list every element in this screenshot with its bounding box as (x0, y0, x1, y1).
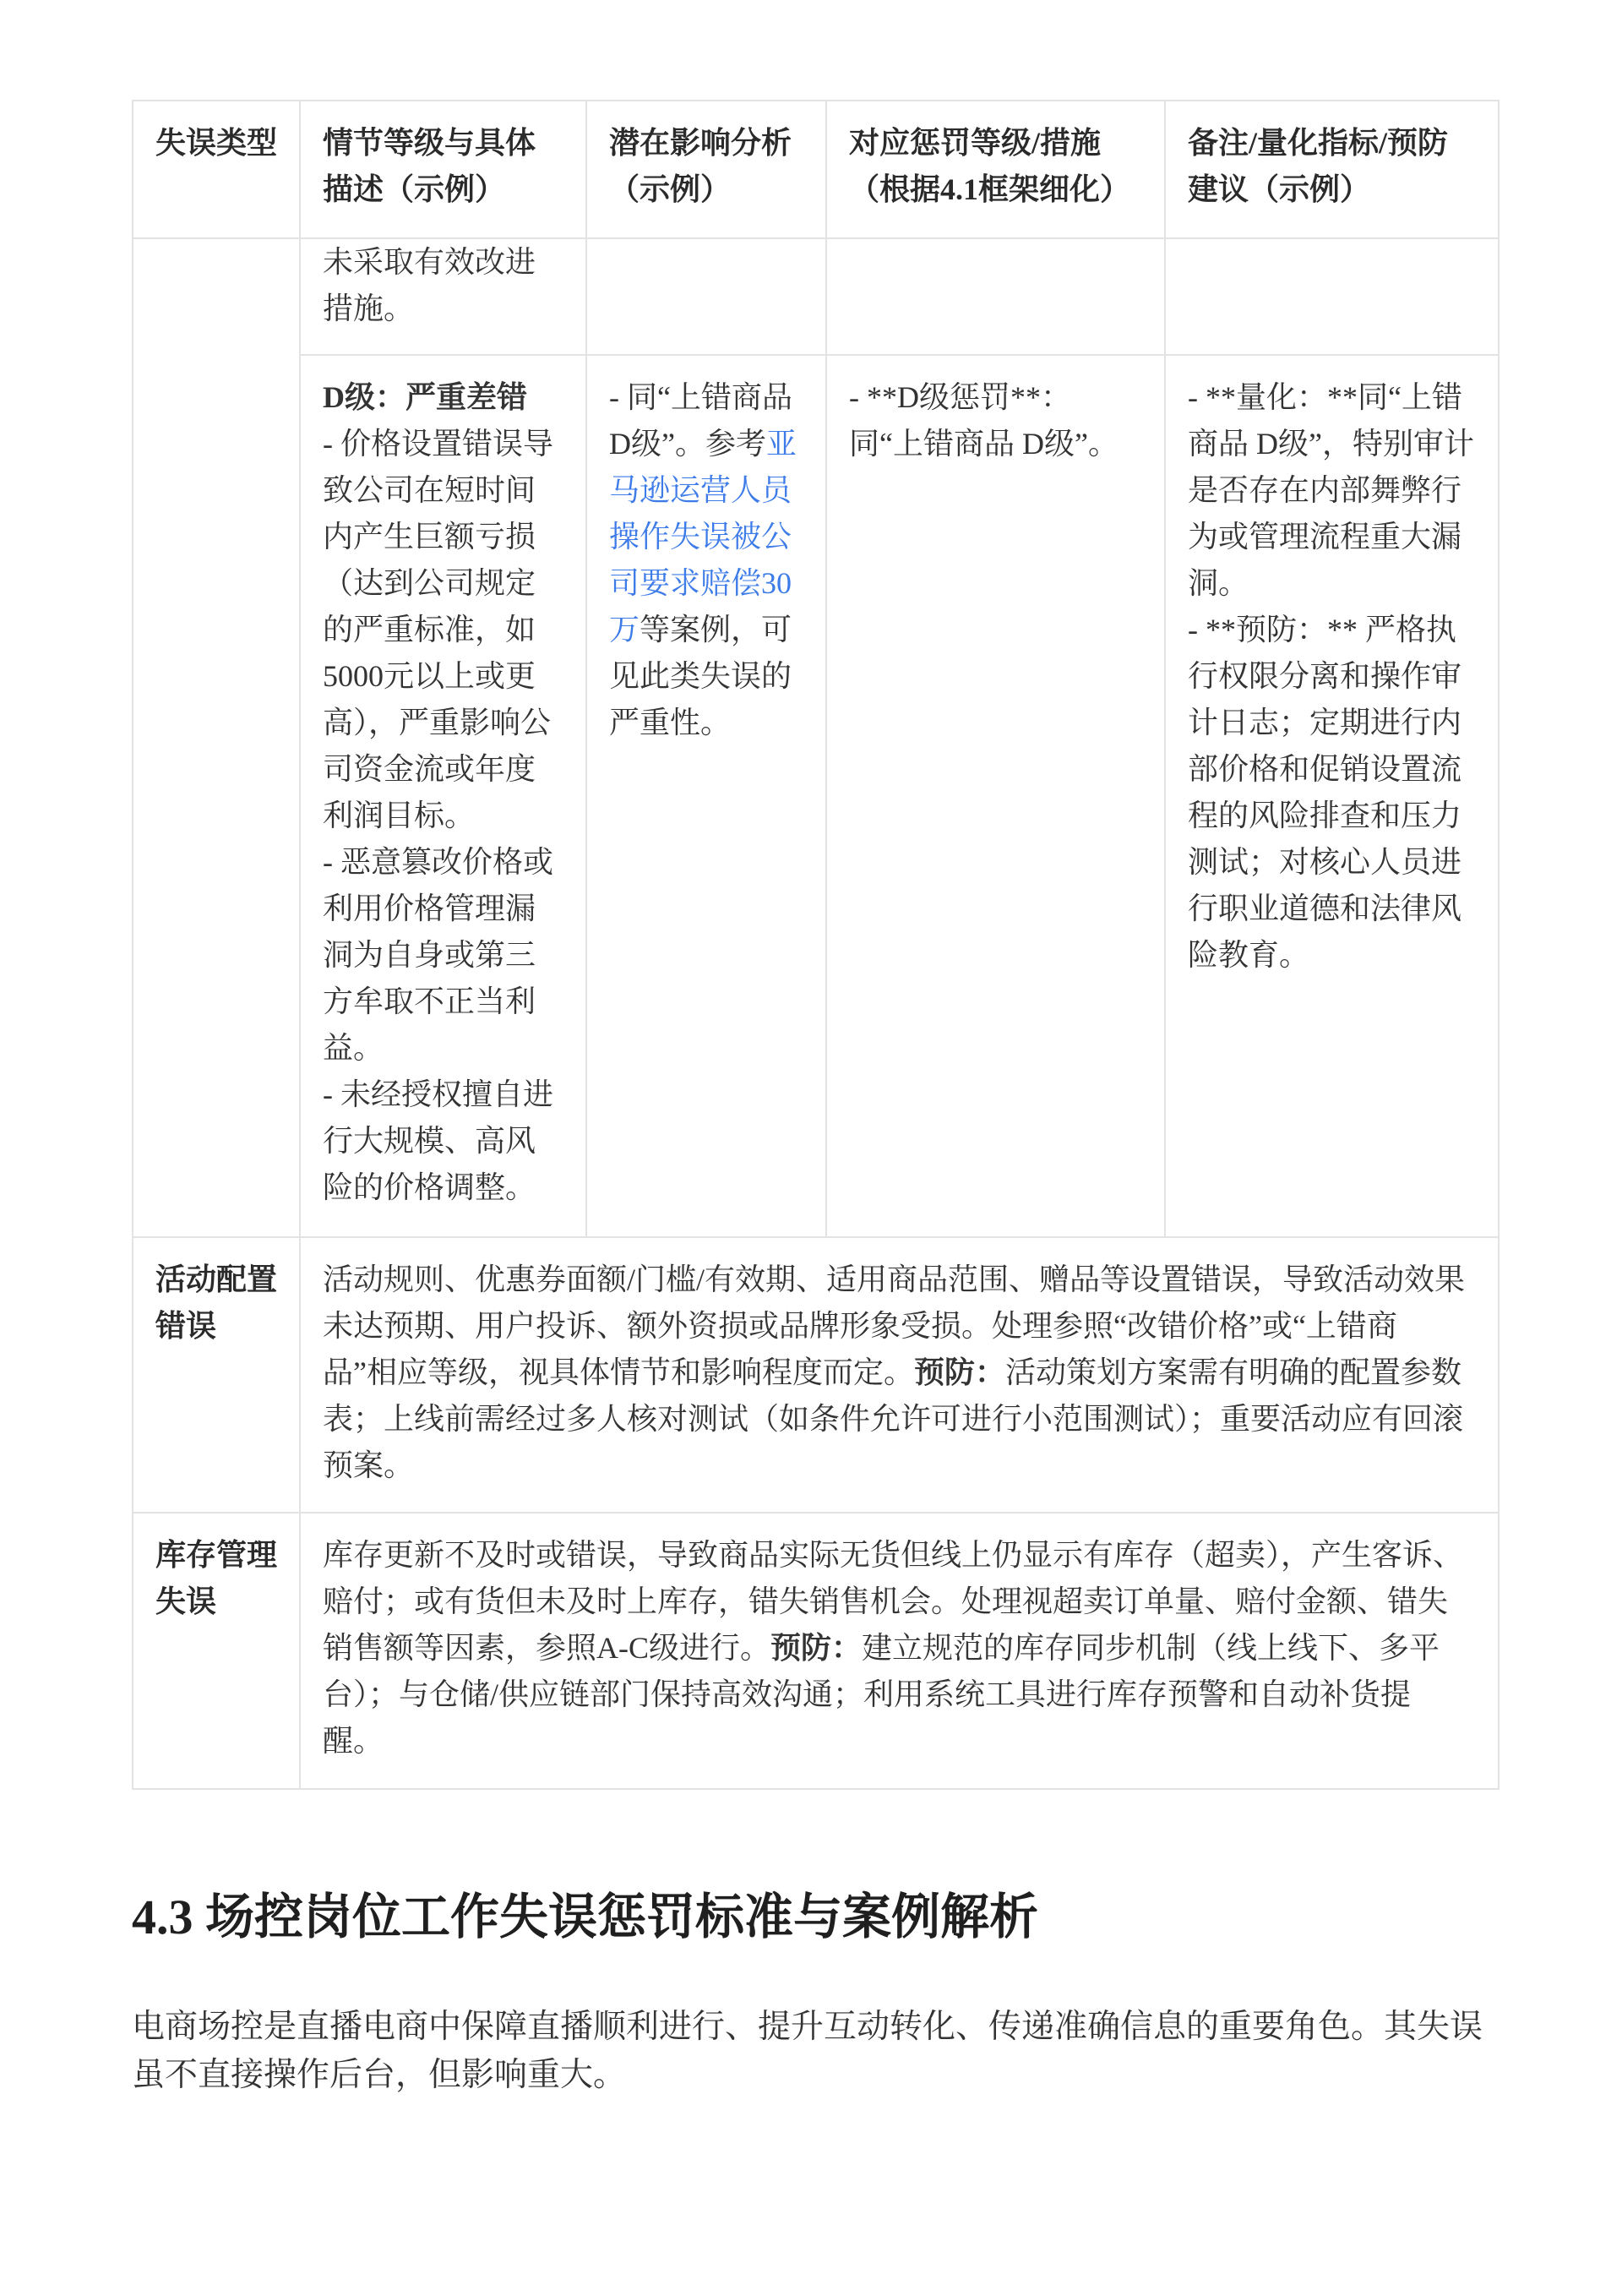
table-row (133, 238, 1499, 355)
notes-cell (1165, 355, 1499, 1237)
content-area (132, 100, 1498, 2099)
header-penalty-measures: 对应惩罚等级/措施（根据4.1框架细化） (826, 101, 1165, 238)
impact-suffix: 等案例，可见此类失误的严重性。 (609, 613, 792, 739)
impact-prefix: - 同“上错商品 D级”。参考 (609, 380, 792, 461)
merged-detail-cell (300, 1513, 1499, 1789)
header-notes-prevention: 备注/量化指标/预防建议（示例） (1165, 101, 1499, 238)
notes-item: - **预防：** 严格执行权限分离和操作审计日志；定期进行内部价格和促销设置流程的风险排查和压力测试；对核心人员进行职业道德和法律风险教育。 (1188, 613, 1462, 972)
penalty-standards-table (132, 100, 1500, 1790)
notes-cell (1165, 238, 1499, 355)
description-item: - 价格设置错误导致公司在短时间内产生巨额亏损（达到公司规定的严重标准，如5000元以上或更高），严重影响公司资金流或年度利润目标。 (323, 427, 553, 832)
description-item: - 恶意篡改价格或利用价格管理漏洞为自身或第三方牟取不正当利益。 (323, 845, 553, 1065)
header-error-type: 失误类型 (133, 101, 300, 238)
table-row (133, 1237, 1499, 1513)
description-item: - 未经授权擅自进行大规模、高风险的价格调整。 (323, 1077, 553, 1204)
description-cell (300, 355, 586, 1237)
error-type-cell: 活动配置错误 (133, 1237, 300, 1513)
table-header-row (133, 101, 1499, 238)
section-paragraph: 电商场控是直播电商中保障直播顺利进行、提升互动转化、传递准确信息的重要角色。其失误虽不直接操作后台，但影响重大。 (132, 2009, 1483, 2093)
notes-item: - **量化：**同“上错商品 D级”，特别审计是否存在内部舞弊行为或管理流程重大漏洞。 (1188, 380, 1474, 600)
detail-text: 库存更新不及时或错误，导致商品实际无货但线上仍显示有库存（超卖），产生客诉、赔付；或有货但未及时上库存，错失销售机会。处理视超卖订单量、赔付金额、错失销售额等因素，参照A-C级进行。 (323, 1538, 1464, 1665)
description-text: 未采取有效改进措施。 (323, 245, 536, 325)
case-reference-link[interactable]: 亚马逊运营人员操作失误被公司要求赔偿30万 (609, 427, 797, 646)
penalty-cell (826, 238, 1165, 355)
header-severity-description: 情节等级与具体描述（示例） (300, 101, 586, 238)
description-cell (300, 238, 586, 355)
prevention-label: 预防： (770, 1631, 863, 1665)
level-title: D级：严重差错 (323, 380, 527, 414)
penalty-cell (826, 355, 1165, 1237)
penalty-text: - **D级惩罚**：同“上错商品 D级”。 (849, 380, 1119, 461)
impact-cell (586, 238, 826, 355)
impact-cell (586, 355, 826, 1237)
prevention-text: 活动策划方案需有明确的配置参数表；上线前需经过多人核对测试（如条件允许可进行小范围测试）；重要活动应有回滚预案。 (323, 1355, 1464, 1482)
prevention-label: 预防： (913, 1355, 1005, 1389)
prevention-text: 建立规范的库存同步机制（线上线下、多平台）；与仓储/供应链部门保持高效沟通；利用系统工具进行库存预警和自动补货提醒。 (323, 1631, 1440, 1758)
header-impact-analysis: 潜在影响分析（示例） (586, 101, 826, 238)
section-heading: 4.3 场控岗位工作失误惩罚标准与案例解析 (132, 1890, 1039, 1944)
table-row (133, 355, 1499, 1237)
error-type-cell (133, 238, 300, 1237)
merged-detail-cell (300, 1237, 1499, 1513)
error-type-cell: 库存管理失误 (133, 1513, 300, 1789)
table-row (133, 1513, 1499, 1789)
detail-text: 活动规则、优惠券面额/门槛/有效期、适用商品范围、赠品等设置错误，导致活动效果未达预期、用户投诉、额外资损或品牌形象受损。处理参照“改错价格”或“上错商品”相应等级，视具体情节和影响程度而定。 (323, 1263, 1466, 1389)
